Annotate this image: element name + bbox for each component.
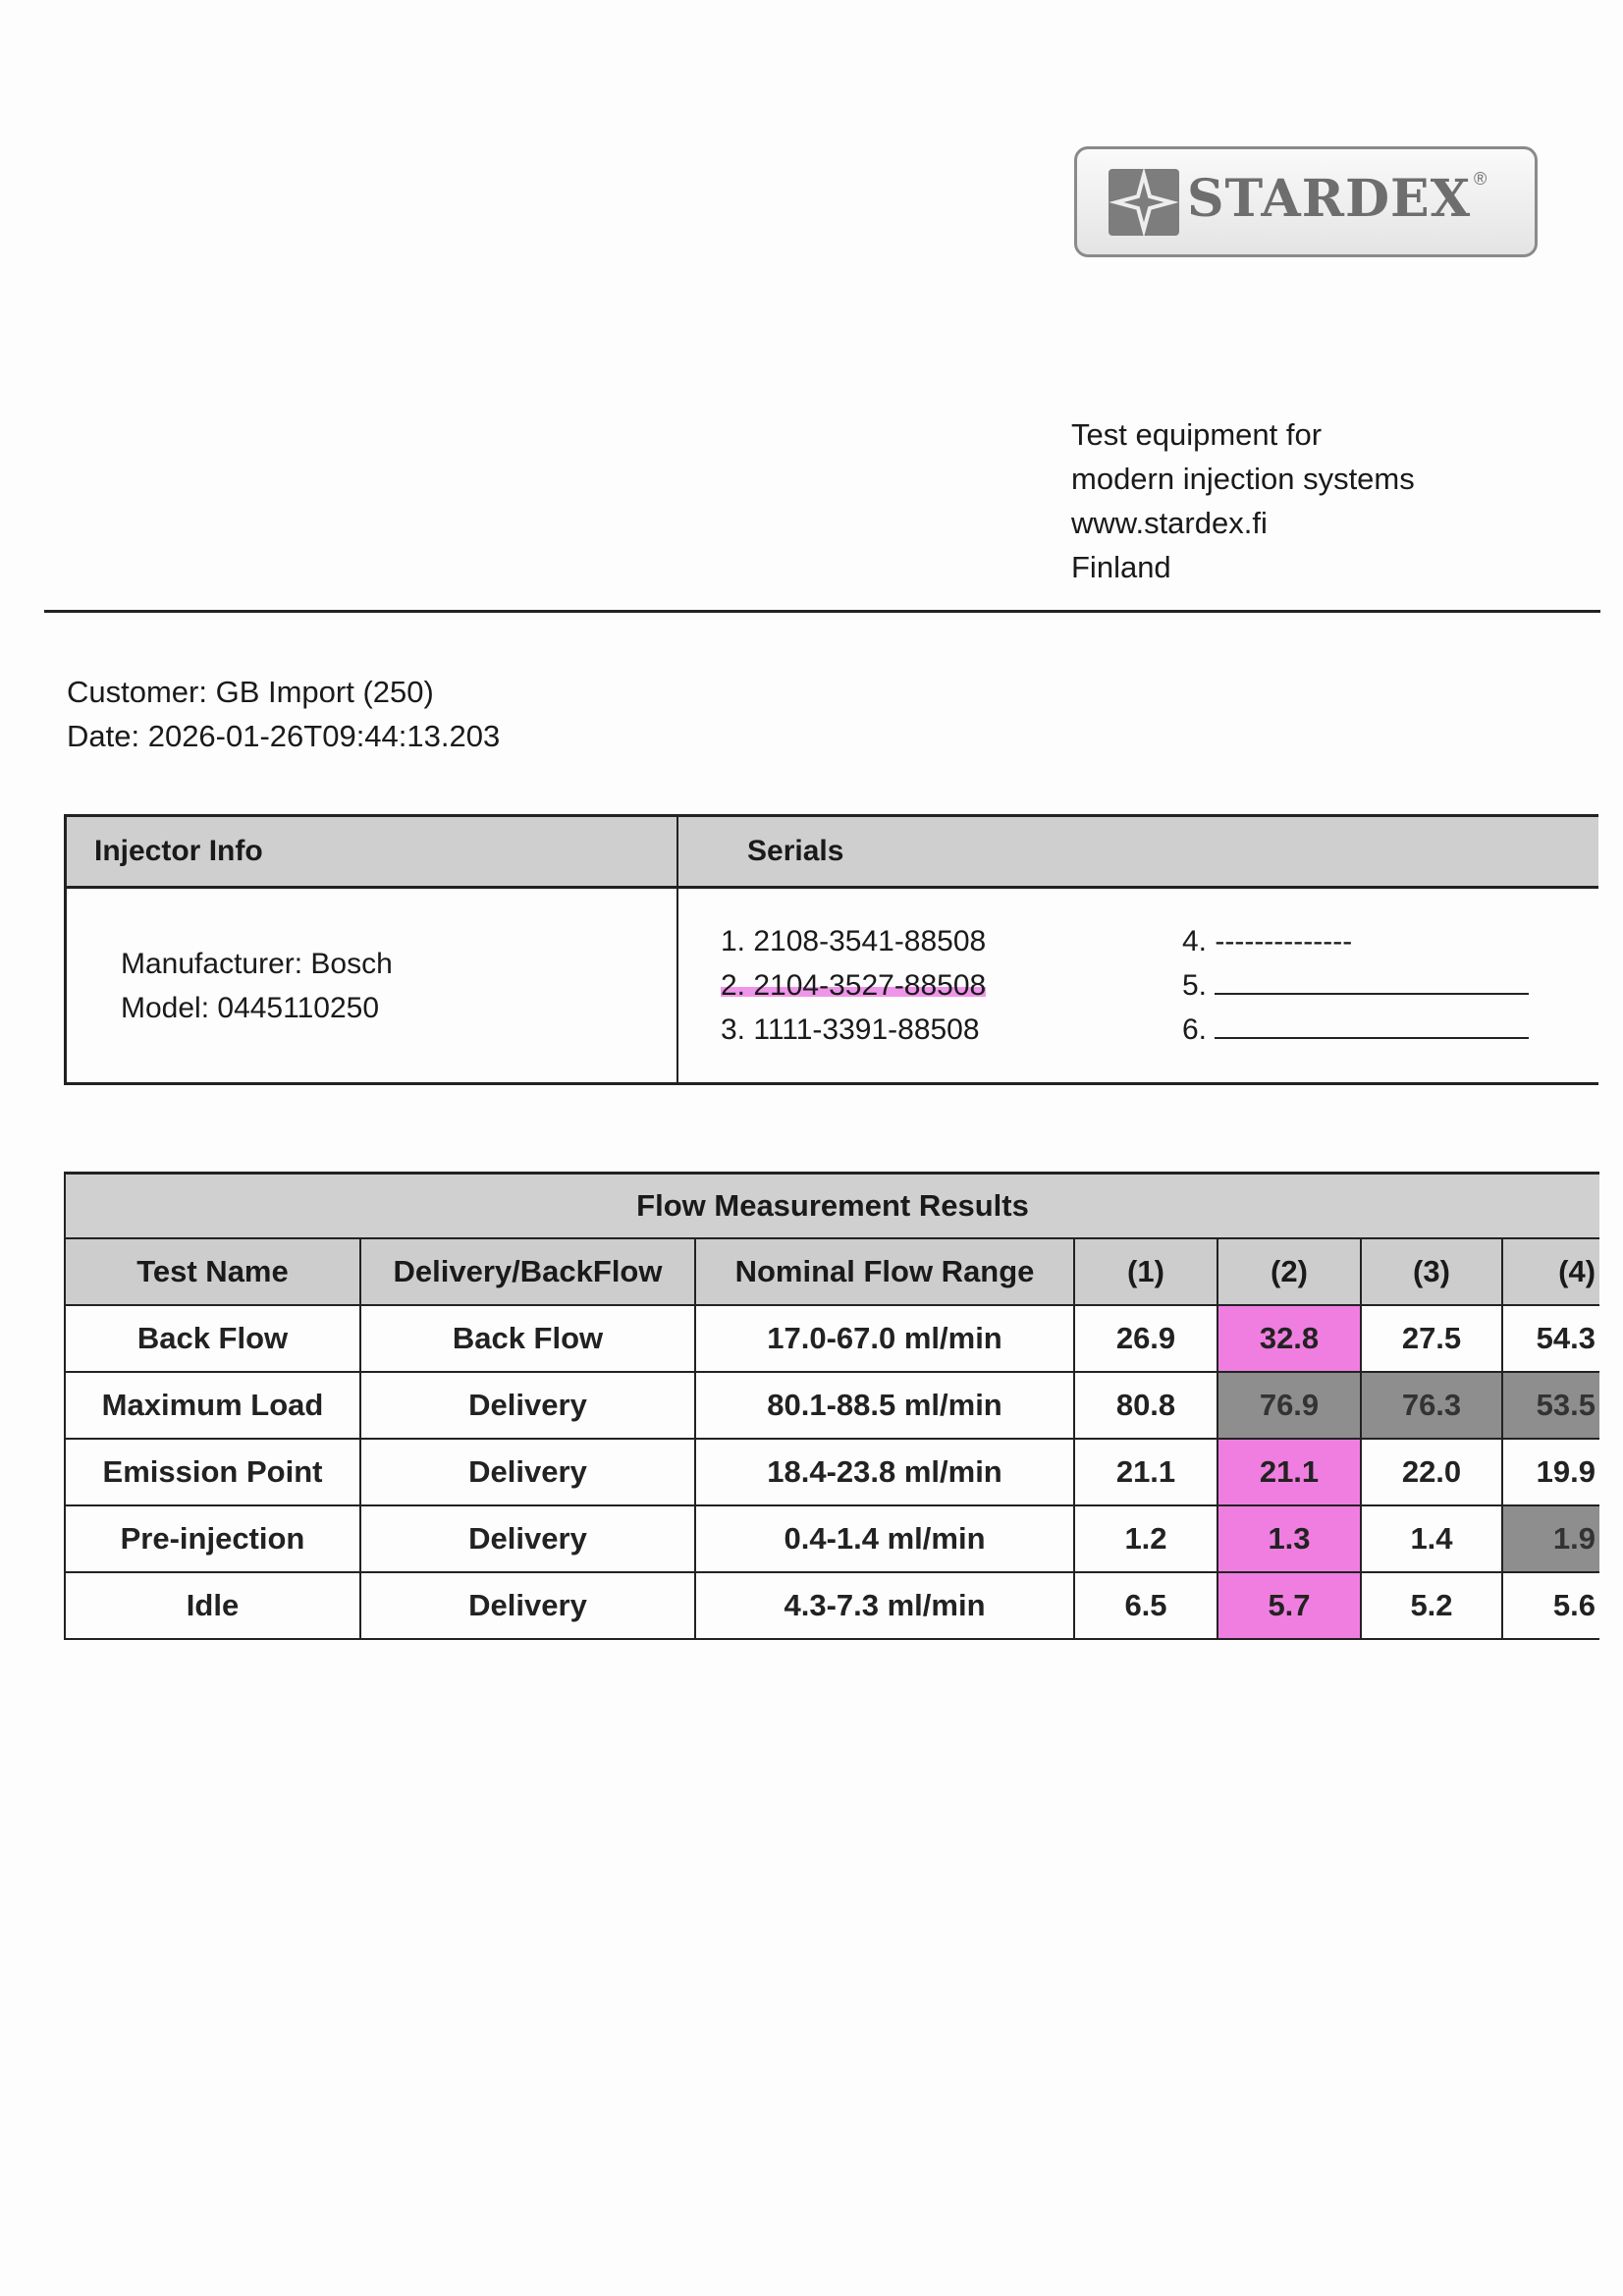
measurement-cell: 1.3 bbox=[1217, 1505, 1361, 1572]
measurement-cell: 21.1 bbox=[1074, 1439, 1217, 1505]
blank-line bbox=[1215, 1015, 1529, 1039]
delivery-type-cell: Delivery bbox=[360, 1572, 695, 1639]
measurement-cell: 76.9 bbox=[1217, 1372, 1361, 1439]
column-header: (4) bbox=[1502, 1238, 1599, 1305]
customer: Customer: GB Import (250) bbox=[67, 675, 434, 709]
column-header: (2) bbox=[1217, 1238, 1361, 1305]
registered-mark: ® bbox=[1474, 169, 1488, 189]
measurement-cell: 32.8 bbox=[1217, 1305, 1361, 1372]
flow-title: Flow Measurement Results bbox=[65, 1174, 1599, 1239]
serial-6: 6. bbox=[1182, 1013, 1208, 1046]
report-meta bbox=[67, 670, 500, 758]
measurement-cell: 21.1 bbox=[1217, 1439, 1361, 1505]
injector-info-header: Injector Info bbox=[66, 816, 678, 888]
company-info bbox=[1071, 412, 1415, 589]
column-header: (1) bbox=[1074, 1238, 1217, 1305]
serials-cell bbox=[677, 888, 1598, 1084]
logo-wordmark bbox=[1187, 167, 1487, 232]
test-name-cell: Maximum Load bbox=[65, 1372, 360, 1439]
serials-header: Serials bbox=[677, 816, 1598, 888]
date: Date: 2026-01-26T09:44:13.203 bbox=[67, 719, 501, 753]
measurement-cell: 54.3 bbox=[1502, 1305, 1599, 1372]
stardex-logo bbox=[1074, 146, 1538, 257]
company-website: www.stardex.fi bbox=[1071, 506, 1268, 540]
manufacturer: Manufacturer: Bosch bbox=[121, 947, 393, 980]
measurement-cell: 80.8 bbox=[1074, 1372, 1217, 1439]
measurement-cell: 26.9 bbox=[1074, 1305, 1217, 1372]
table-row bbox=[65, 1305, 1599, 1372]
measurement-cell: 27.5 bbox=[1361, 1305, 1502, 1372]
measurement-cell: 76.3 bbox=[1361, 1372, 1502, 1439]
column-header: Nominal Flow Range bbox=[695, 1238, 1074, 1305]
table-row bbox=[65, 1572, 1599, 1639]
test-name-cell: Pre-injection bbox=[65, 1505, 360, 1572]
delivery-type-cell: Delivery bbox=[360, 1505, 695, 1572]
injector-details bbox=[66, 888, 678, 1084]
flow-results-table bbox=[64, 1172, 1599, 1640]
column-header: Test Name bbox=[65, 1238, 360, 1305]
nominal-range-cell: 4.3-7.3 ml/min bbox=[695, 1572, 1074, 1639]
measurement-cell: 53.5 bbox=[1502, 1372, 1599, 1439]
model: Model: 0445110250 bbox=[121, 991, 379, 1024]
measurement-cell: 5.6 bbox=[1502, 1572, 1599, 1639]
delivery-type-cell: Back Flow bbox=[360, 1305, 695, 1372]
company-country: Finland bbox=[1071, 550, 1171, 584]
nominal-range-cell: 18.4-23.8 ml/min bbox=[695, 1439, 1074, 1505]
measurement-cell: 1.2 bbox=[1074, 1505, 1217, 1572]
measurement-cell: 19.9 bbox=[1502, 1439, 1599, 1505]
serial-3: 3. 1111-3391-88508 bbox=[721, 1013, 980, 1046]
table-row bbox=[65, 1439, 1599, 1505]
measurement-cell: 6.5 bbox=[1074, 1572, 1217, 1639]
delivery-type-cell: Delivery bbox=[360, 1372, 695, 1439]
company-line: Test equipment for bbox=[1071, 417, 1323, 452]
test-name-cell: Emission Point bbox=[65, 1439, 360, 1505]
column-header: (3) bbox=[1361, 1238, 1502, 1305]
delivery-type-cell: Delivery bbox=[360, 1439, 695, 1505]
star-logo-icon bbox=[1109, 169, 1179, 236]
company-line: modern injection systems bbox=[1071, 462, 1415, 496]
nominal-range-cell: 17.0-67.0 ml/min bbox=[695, 1305, 1074, 1372]
measurement-cell: 1.9 bbox=[1502, 1505, 1599, 1572]
nominal-range-cell: 0.4-1.4 ml/min bbox=[695, 1505, 1074, 1572]
test-name-cell: Idle bbox=[65, 1572, 360, 1639]
table-row bbox=[65, 1505, 1599, 1572]
serial-1: 1. 2108-3541-88508 bbox=[721, 925, 987, 957]
serial-2-highlighted: 2. 2104-3527-88508 bbox=[721, 969, 987, 1002]
measurement-cell: 5.7 bbox=[1217, 1572, 1361, 1639]
measurement-cell: 5.2 bbox=[1361, 1572, 1502, 1639]
test-name-cell: Back Flow bbox=[65, 1305, 360, 1372]
table-row bbox=[65, 1372, 1599, 1439]
column-header: Delivery/BackFlow bbox=[360, 1238, 695, 1305]
serial-5: 5. bbox=[1182, 969, 1208, 1002]
blank-line bbox=[1215, 971, 1529, 995]
measurement-cell: 22.0 bbox=[1361, 1439, 1502, 1505]
logo-text: STARDEX bbox=[1187, 169, 1472, 229]
injector-info-table bbox=[64, 814, 1598, 1085]
nominal-range-cell: 80.1-88.5 ml/min bbox=[695, 1372, 1074, 1439]
serial-4: 4. -------------- bbox=[1182, 925, 1353, 957]
measurement-cell: 1.4 bbox=[1361, 1505, 1502, 1572]
divider bbox=[44, 610, 1600, 613]
